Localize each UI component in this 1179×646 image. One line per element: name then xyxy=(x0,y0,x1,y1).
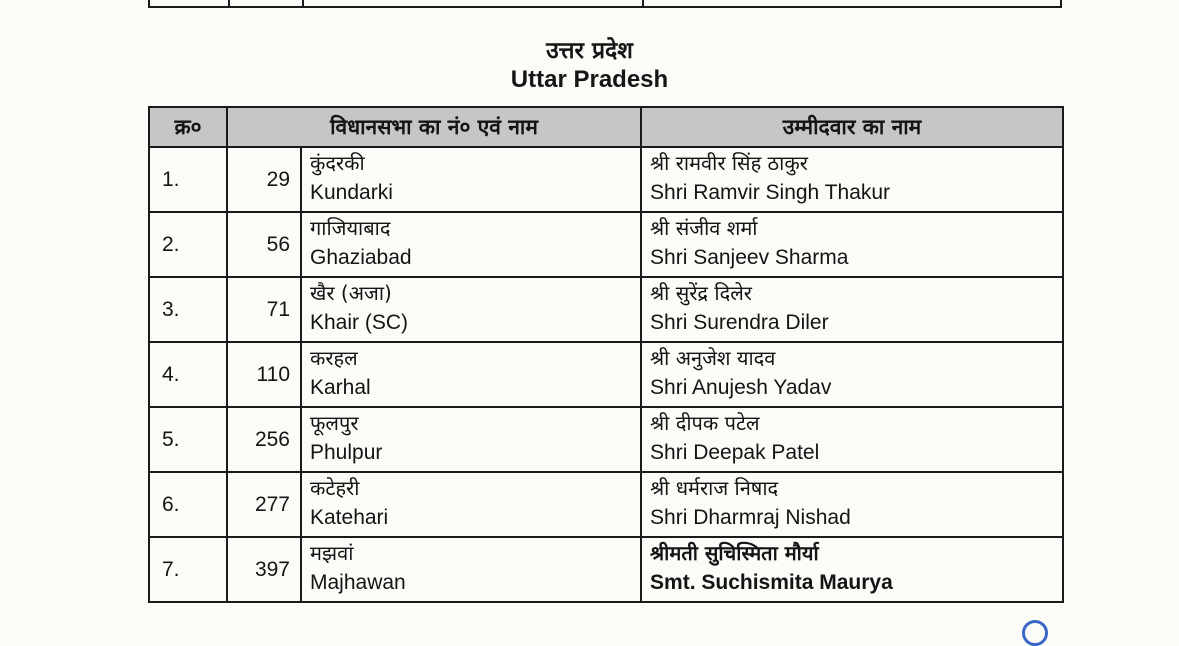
constituency-cell xyxy=(301,537,641,602)
serial-number: 2. xyxy=(149,212,227,277)
constituency-number: 110 xyxy=(227,342,301,407)
constituency-cell xyxy=(301,212,641,277)
table-row xyxy=(149,277,1063,342)
table-row xyxy=(149,212,1063,277)
corner-ring-icon xyxy=(1022,620,1048,646)
constituency-number: 56 xyxy=(227,212,301,277)
header-candidate: उम्मीदवार का नाम xyxy=(641,107,1063,147)
candidate-cell xyxy=(641,212,1063,277)
candidate-cell xyxy=(641,277,1063,342)
section-title-english: Uttar Pradesh xyxy=(510,66,669,93)
candidate-name-hindi: श्री रामवीर सिंह ठाकुर xyxy=(650,151,808,175)
candidate-cell xyxy=(641,147,1063,212)
candidate-name-hindi: श्री संजीव शर्मा xyxy=(650,216,758,240)
candidate-name-english: Shri Anujesh Yadav xyxy=(650,376,832,399)
candidate-name-english: Shri Sanjeev Sharma xyxy=(650,246,849,269)
constituency-name-english: Katehari xyxy=(310,506,389,529)
constituency-number: 397 xyxy=(227,537,301,602)
candidate-name-english: Shri Deepak Patel xyxy=(650,441,820,464)
candidate-name-english: Smt. Suchismita Maurya xyxy=(650,571,893,594)
candidate-table xyxy=(148,106,1064,603)
constituency-number: 256 xyxy=(227,407,301,472)
constituency-number: 277 xyxy=(227,472,301,537)
serial-number: 7. xyxy=(149,537,227,602)
column-divider xyxy=(642,0,644,6)
constituency-name-english: Phulpur xyxy=(310,441,383,464)
constituency-name-english: Kundarki xyxy=(310,181,393,204)
table-row xyxy=(149,407,1063,472)
candidate-cell xyxy=(641,472,1063,537)
serial-number: 6. xyxy=(149,472,227,537)
table-row xyxy=(149,147,1063,212)
candidate-name-english: Shri Dharmraj Nishad xyxy=(650,506,851,529)
candidate-cell xyxy=(641,342,1063,407)
serial-number: 1. xyxy=(149,147,227,212)
candidate-name-english: Shri Ramvir Singh Thakur xyxy=(650,181,891,204)
serial-number: 4. xyxy=(149,342,227,407)
serial-number: 3. xyxy=(149,277,227,342)
column-divider xyxy=(302,0,304,6)
constituency-name-hindi: खैर (अजा) xyxy=(310,281,392,305)
constituency-name-hindi: गाजियाबाद xyxy=(310,216,391,240)
candidate-name-english: Shri Surendra Diler xyxy=(650,311,829,334)
candidate-name-hindi: श्री दीपक पटेल xyxy=(650,411,760,435)
candidate-cell xyxy=(641,537,1063,602)
table-row xyxy=(149,472,1063,537)
candidate-name-hindi: श्रीमती सुचिस्मिता मौर्या xyxy=(650,541,819,565)
previous-table-fragment xyxy=(148,0,1062,8)
constituency-cell xyxy=(301,342,641,407)
constituency-name-hindi: कटेहरी xyxy=(310,476,360,500)
table-row xyxy=(149,342,1063,407)
candidate-cell xyxy=(641,407,1063,472)
constituency-name-english: Karhal xyxy=(310,376,371,399)
serial-number: 5. xyxy=(149,407,227,472)
column-divider xyxy=(228,0,230,6)
constituency-name-hindi: मझवां xyxy=(310,541,354,565)
section-title-hindi: उत्तर प्रदेश xyxy=(546,38,633,64)
constituency-name-hindi: कुंदरकी xyxy=(310,151,365,175)
constituency-number: 29 xyxy=(227,147,301,212)
constituency-name-hindi: फूलपुर xyxy=(310,411,359,435)
candidate-name-hindi: श्री धर्मराज निषाद xyxy=(650,476,779,500)
constituency-name-english: Majhawan xyxy=(310,571,406,594)
constituency-cell xyxy=(301,472,641,537)
constituency-number: 71 xyxy=(227,277,301,342)
constituency-cell xyxy=(301,277,641,342)
candidate-name-hindi: श्री सुरेंद्र दिलेर xyxy=(650,281,752,305)
constituency-cell xyxy=(301,407,641,472)
header-serial: क्र० xyxy=(149,107,227,147)
constituency-name-english: Khair (SC) xyxy=(310,311,409,334)
table-header-row xyxy=(149,107,1063,147)
header-constituency: विधानसभा का नं० एवं नाम xyxy=(227,107,641,147)
constituency-name-hindi: करहल xyxy=(310,346,358,370)
candidate-name-hindi: श्री अनुजेश यादव xyxy=(650,346,776,370)
constituency-cell xyxy=(301,147,641,212)
constituency-name-english: Ghaziabad xyxy=(310,246,412,269)
table-row xyxy=(149,537,1063,602)
